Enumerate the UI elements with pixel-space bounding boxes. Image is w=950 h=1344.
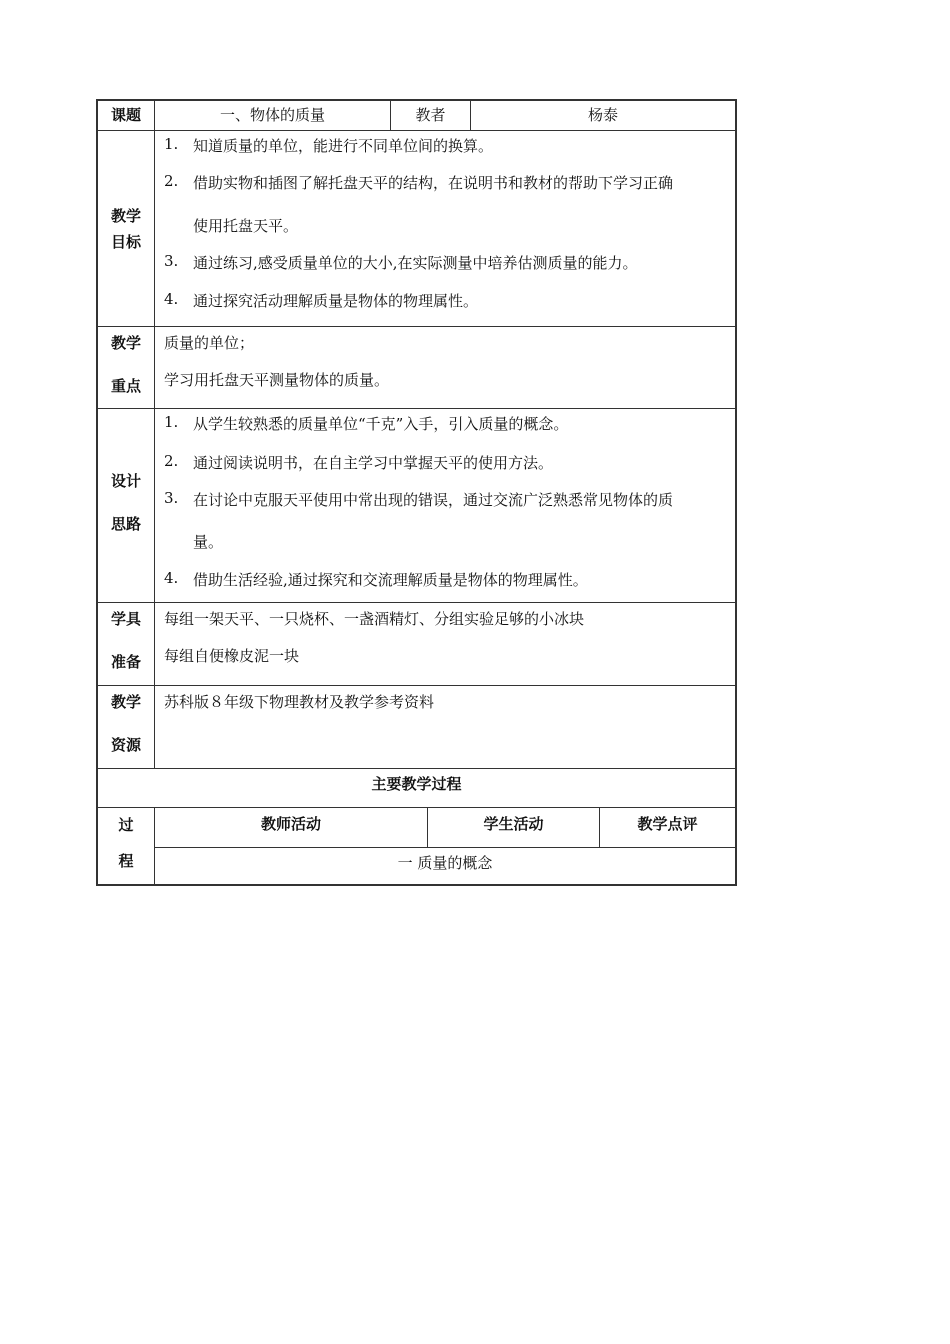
process-header <box>155 808 735 848</box>
lesson-plan-table <box>96 99 737 886</box>
topic-value: 一、物体的质量 <box>155 101 391 130</box>
design-row <box>98 408 735 602</box>
objectives-row <box>98 130 735 326</box>
materials-label: 学具 准备 <box>98 603 155 685</box>
key-points-label: 教学 重点 <box>98 327 155 408</box>
process-section-title: 一 质量的概念 <box>397 854 493 872</box>
process-label: 过 程 <box>98 808 155 886</box>
key-points-row <box>98 326 735 408</box>
materials-content <box>155 603 735 685</box>
objectives-label: 教学 目标 <box>98 131 155 326</box>
list-item: 每组一架天平、一只烧杯、一盏酒精灯、分组实验足够的小冰块 <box>164 610 585 628</box>
objectives-content: 1. 知道质量的单位，能进行不同单位间的换算。 2. 借助实物和插图了解托盘天平的结构，在说明书和教材的帮助下学习正确 使用托盘天平。 3. 通过练习,感受质量单位的大小,在实际测量中培养估测质量的能力。 4. 通过探究活动理解质量是物体的物理属性。 <box>164 135 674 310</box>
process-title: 主要教学过程 <box>371 775 462 793</box>
key-points-content <box>155 327 735 408</box>
resources-label: 教学 资源 <box>98 686 155 768</box>
col-teacher-activity: 教师活动 <box>155 808 428 847</box>
topic-label: 课题 <box>98 101 155 130</box>
design-content: 1. 从学生较熟悉的质量单位“千克”入手，引入质量的概念。 2. 通过阅读说明书，在自主学习中掌握天平的使用方法。 3. 在讨论中克服天平使用中常出现的错误，通过交流广泛熟悉常见物体的质 量。 4. 借助生活经验,通过探究和交流理解质量是物体的物理属性。 <box>164 413 674 589</box>
resources-row <box>98 685 735 768</box>
list-item: 每组自便橡皮泥一块 <box>164 647 300 665</box>
list-item: 质量的单位； <box>164 334 255 352</box>
resources-content <box>155 686 735 768</box>
materials-row <box>98 602 735 685</box>
teacher-value: 杨泰 <box>587 106 618 124</box>
col-student-activity: 学生活动 <box>428 808 600 847</box>
resources-text: 苏科版８年级下物理教材及教学参考资料 <box>164 693 435 711</box>
process-row <box>98 807 735 886</box>
col-teaching-review: 教学点评 <box>637 815 698 833</box>
process-title-row <box>98 768 735 807</box>
design-label: 设计 思路 <box>98 409 155 602</box>
list-item: 学习用托盘天平测量物体的质量。 <box>164 371 390 389</box>
header-row <box>98 101 735 130</box>
teacher-label: 教者 <box>391 101 471 130</box>
process-content <box>155 808 735 886</box>
